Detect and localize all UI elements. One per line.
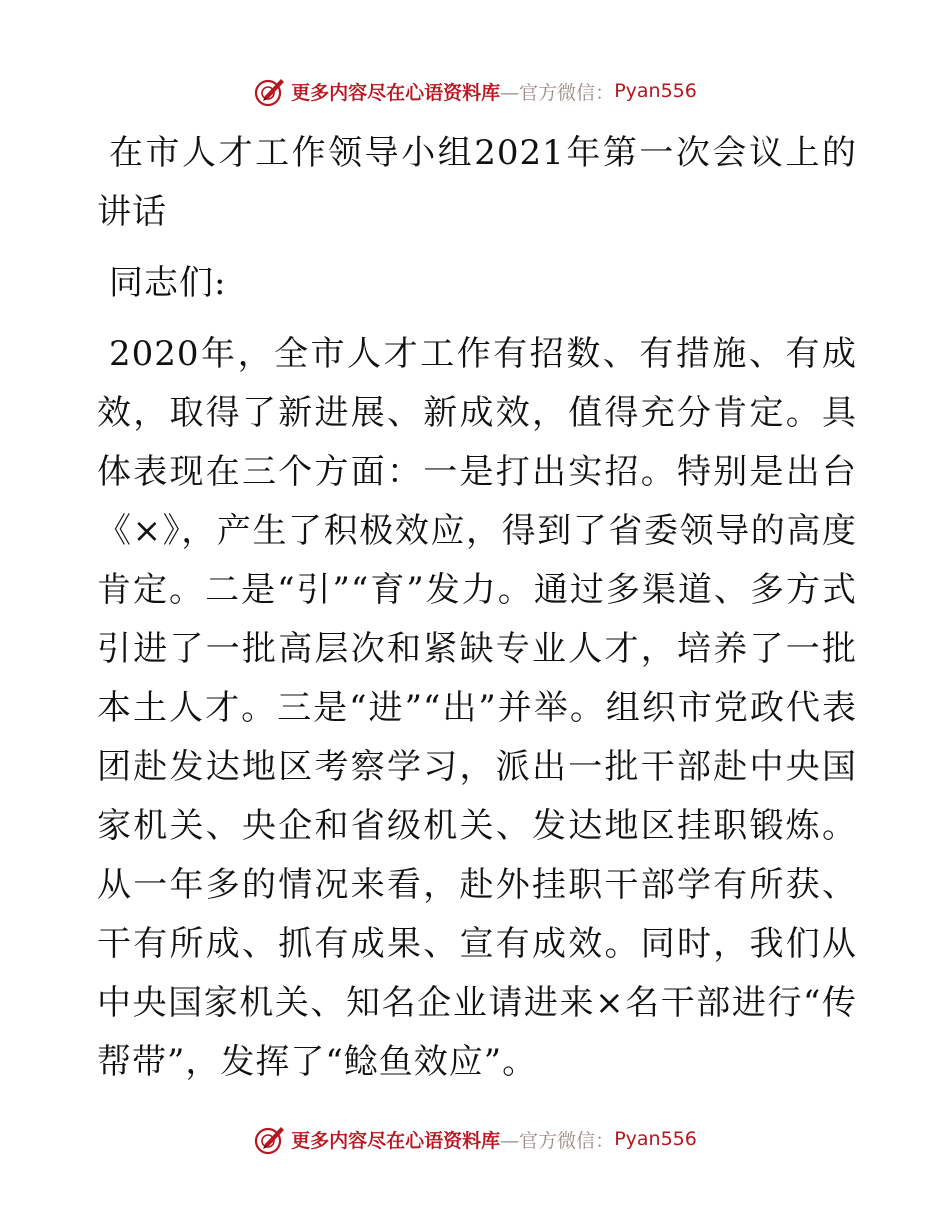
pen-logo-icon bbox=[253, 1122, 287, 1156]
banner-wechat-id: Pyan556 bbox=[614, 80, 697, 102]
footer-banner bbox=[0, 1119, 950, 1159]
banner-wechat-label: —官方微信： bbox=[500, 81, 615, 104]
banner-slogan: 更多内容尽在心语资料库 bbox=[291, 81, 501, 104]
paragraph: 2020年，全市人才工作有招数、有措施、有成效，取得了新进展、新成效，值得充分肯定。具体表现在三个方面：一是打出实招。特别是出台《×》，产生了积极效应，得到了省委领导的高度肯定。二是“引”“育”发力。通过多渠道、多方式引进了一批高层次和紧缺专业人才，培养了一批本土人才。三是“进”“出”并举。组织市党政代表团赴发达地区考察学习，派出一批干部赴中央国家机关、央企和省级机关、发达地区挂职锻炼。从一年多的情况来看，赴外挂职干部学有所获、干有所成、抓有成果、宣有成效。同时，我们从中央国家机关、知名企业请进来×名干部进行“传帮带”，发挥了“鲶鱼效应”。 bbox=[97, 334, 857, 1082]
pen-logo-icon bbox=[253, 74, 287, 108]
greeting: 同志们: bbox=[109, 263, 227, 303]
header-banner bbox=[0, 71, 950, 111]
banner-slogan: 更多内容尽在心语资料库 bbox=[291, 1129, 501, 1152]
document-title: 在市人才工作领导小组2021年第一次会议上的讲话 bbox=[97, 133, 857, 232]
banner-wechat-label: —官方微信： bbox=[500, 1129, 615, 1152]
banner-wechat-id: Pyan556 bbox=[614, 1128, 697, 1150]
document-body bbox=[97, 124, 857, 1092]
